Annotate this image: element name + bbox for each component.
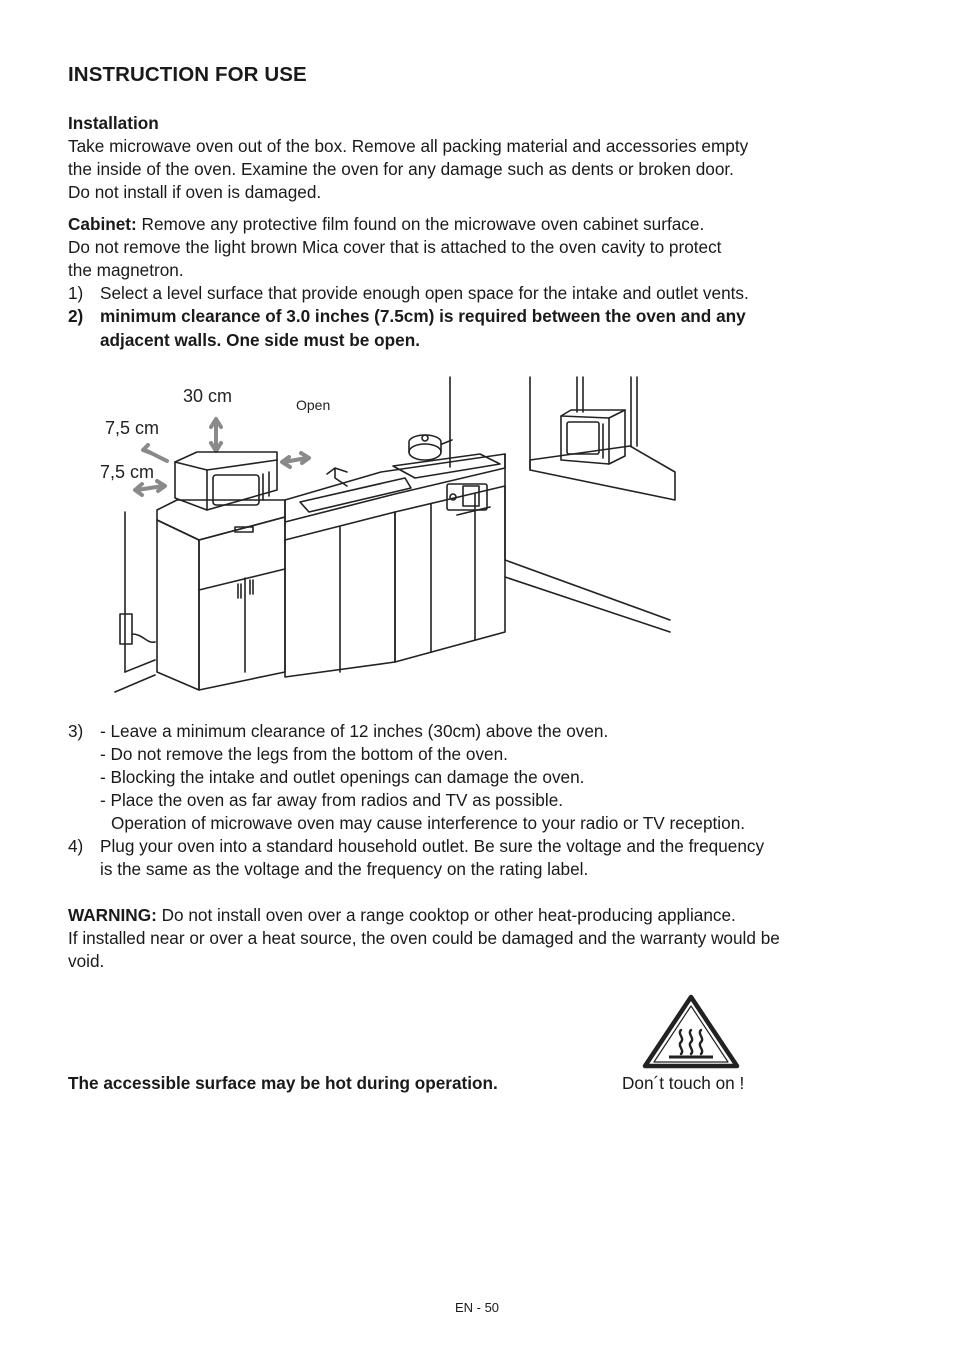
step-text: Plug your oven into a standard household outlet. Be sure the voltage and the frequency xyxy=(100,836,765,856)
kitchen-installation-illustration xyxy=(95,372,685,694)
cabinet-label: Cabinet: xyxy=(68,214,137,234)
step-text: - Place the oven as far away from radios and TV as possible. xyxy=(100,790,564,810)
hot-surface-caption: Don´t touch on ! xyxy=(622,1073,745,1093)
hot-surface-icon xyxy=(642,994,740,1070)
page-number: EN - 50 xyxy=(454,1300,500,1315)
figure-label-top: 30 cm xyxy=(183,386,233,406)
step-text: - Blocking the intake and outlet openings can damage the oven. xyxy=(100,767,585,787)
figure-label-open: Open xyxy=(296,397,331,413)
installation-line: Do not install if oven is damaged. xyxy=(68,182,322,202)
warning-label: WARNING: xyxy=(68,905,157,925)
figure-label-side: 7,5 cm xyxy=(100,462,155,482)
step-number: 4) xyxy=(68,836,84,856)
step-text: Operation of microwave oven may cause interference to your radio or TV reception. xyxy=(111,813,746,833)
step-text: Select a level surface that provide enough open space for the intake and outlet vents. xyxy=(100,283,749,303)
page-title: INSTRUCTION FOR USE xyxy=(68,63,307,86)
step-text: adjacent walls. One side must be open. xyxy=(100,330,420,350)
step-text: - Leave a minimum clearance of 12 inches (30cm) above the oven. xyxy=(100,721,609,741)
hot-surface-text: The accessible surface may be hot during operation. xyxy=(68,1073,498,1093)
step-number: 3) xyxy=(68,721,84,741)
cabinet-paragraph xyxy=(68,213,704,236)
step-text: minimum clearance of 3.0 inches (7.5cm) is required between the oven and any xyxy=(100,306,746,326)
clearance-arrows xyxy=(135,419,309,495)
warning-paragraph xyxy=(68,904,736,927)
warning-line: If installed near or over a heat source, the oven could be damaged and the warranty would be xyxy=(68,928,780,948)
installation-title: Installation xyxy=(68,113,159,133)
warning-text: Do not install oven over a range cooktop or other heat-producing appliance. xyxy=(161,905,736,925)
warning-line: void. xyxy=(68,951,105,971)
step-text: - Do not remove the legs from the bottom of the oven. xyxy=(100,744,508,764)
installation-line: the inside of the oven. Examine the oven for any damage such as dents or broken door. xyxy=(68,159,734,179)
cabinet-line: Do not remove the light brown Mica cover that is attached to the oven cavity to protect xyxy=(68,237,722,257)
step-number: 2) xyxy=(68,306,84,326)
installation-line: Take microwave oven out of the box. Remove all packing material and accessories empty xyxy=(68,136,749,156)
figure-label-side: 7,5 cm xyxy=(105,418,160,438)
step-text: is the same as the voltage and the frequency on the rating label. xyxy=(100,859,589,879)
cabinet-line: the magnetron. xyxy=(68,260,184,280)
cabinet-text: Remove any protective film found on the microwave oven cabinet surface. xyxy=(141,214,705,234)
step-number: 1) xyxy=(68,283,84,303)
